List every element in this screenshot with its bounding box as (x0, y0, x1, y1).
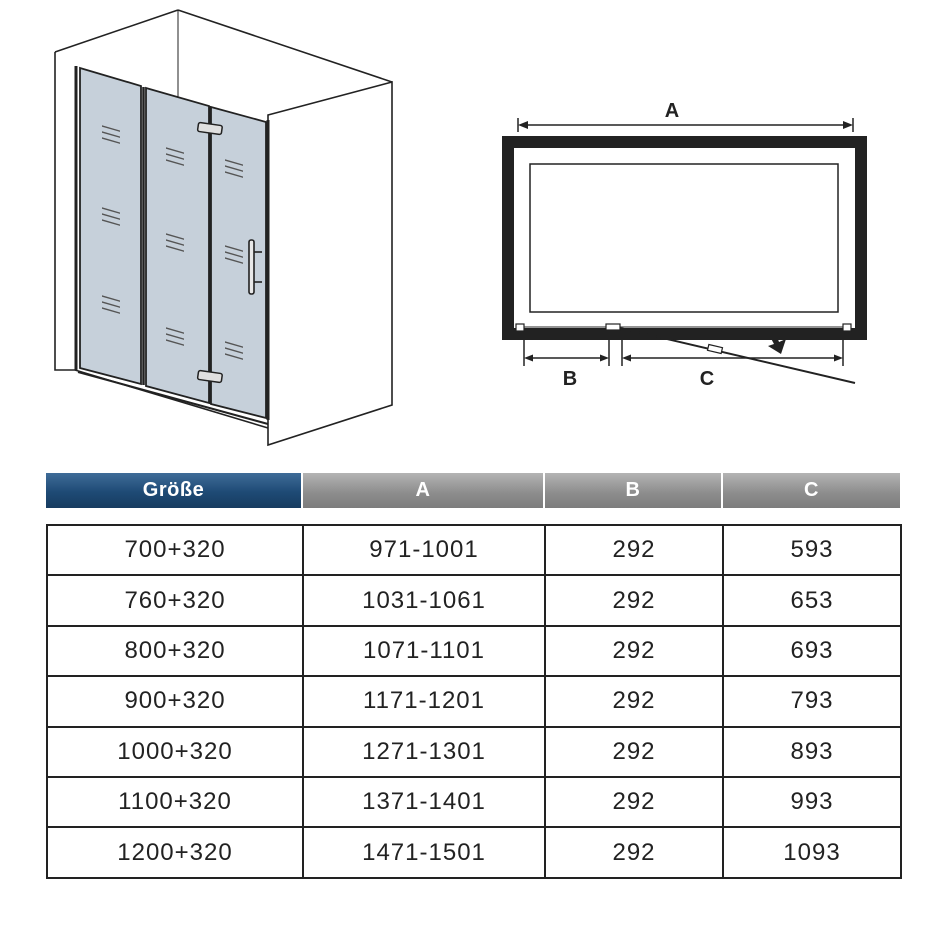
c-cell: 593 (723, 525, 901, 575)
b-cell: 292 (545, 727, 723, 777)
shower-tray-outline (508, 142, 861, 334)
size-cell: 1100+320 (47, 777, 303, 827)
table-row (47, 777, 901, 827)
table-row (47, 676, 901, 726)
a-cell: 1471-1501 (303, 827, 545, 877)
c-cell: 693 (723, 626, 901, 676)
b-cell: 292 (545, 777, 723, 827)
size-cell: 900+320 (47, 676, 303, 726)
a-cell: 1031-1061 (303, 575, 545, 625)
table-row (47, 626, 901, 676)
plan-view-diagram (0, 0, 940, 460)
a-cell: 971-1001 (303, 525, 545, 575)
b-cell: 292 (545, 575, 723, 625)
dimension-c-label: C (699, 368, 715, 390)
c-cell: 1093 (723, 827, 901, 877)
size-cell: 1200+320 (47, 827, 303, 877)
c-cell: 653 (723, 575, 901, 625)
header-a: A (303, 473, 543, 508)
b-cell: 292 (545, 676, 723, 726)
c-cell: 993 (723, 777, 901, 827)
dimension-a (518, 118, 853, 132)
table-row (47, 575, 901, 625)
size-cell: 760+320 (47, 575, 303, 625)
c-cell: 893 (723, 727, 901, 777)
dimension-b-label: B (562, 368, 578, 390)
size-cell: 1000+320 (47, 727, 303, 777)
header-b: B (545, 473, 721, 508)
table-row (47, 525, 901, 575)
header-size: Größe (46, 473, 301, 508)
c-cell: 793 (723, 676, 901, 726)
a-cell: 1371-1401 (303, 777, 545, 827)
a-cell: 1071-1101 (303, 626, 545, 676)
b-cell: 292 (545, 626, 723, 676)
a-cell: 1271-1301 (303, 727, 545, 777)
size-cell: 800+320 (47, 626, 303, 676)
b-cell: 292 (545, 827, 723, 877)
size-table (46, 524, 902, 879)
table-row (47, 827, 901, 877)
size-cell: 700+320 (47, 525, 303, 575)
table-row (47, 727, 901, 777)
b-cell: 292 (545, 525, 723, 575)
dimension-c (622, 336, 843, 366)
dimension-a-label: A (664, 100, 680, 122)
a-cell: 1171-1201 (303, 676, 545, 726)
dimension-b (524, 336, 609, 366)
header-c: C (723, 473, 900, 508)
